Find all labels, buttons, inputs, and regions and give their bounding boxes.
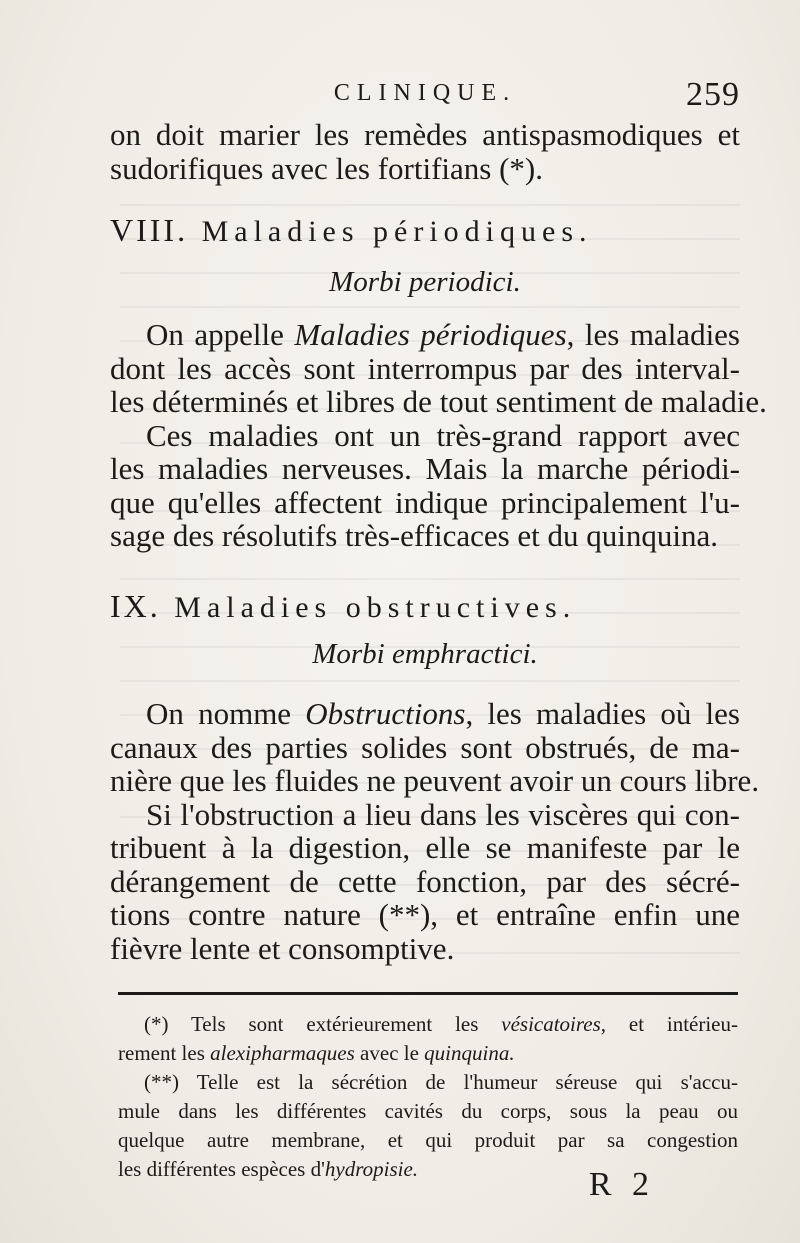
section-heading: [110, 588, 740, 625]
text-line: dérangement de cette fonction, par des sécré-: [110, 863, 740, 899]
paragraph-continuation: [110, 118, 740, 185]
text-line: dont les accès sont interrompus par des interval-: [110, 350, 740, 386]
section-body: [110, 696, 760, 966]
text-line: Ces maladies ont un très-grand rapport avec: [146, 417, 740, 453]
footnotes: [118, 1010, 738, 1184]
text-line: On nomme Obstructions, les maladies où les: [146, 696, 740, 731]
page-header: [110, 76, 740, 120]
text-line: Si l'obstruction a lieu dans les viscères qui con-: [146, 796, 740, 832]
text-line: les maladies nerveuses. Mais la marche périodi-: [110, 451, 740, 486]
section-number: IX.: [110, 588, 161, 624]
section-number: VIII.: [110, 212, 189, 248]
section-latin-title: Morbi emphractici.: [312, 638, 538, 670]
text-line: fièvre lente et consomptive.: [110, 930, 455, 966]
footnote-line: quelque autre membrane, et qui produit par sa congestion: [118, 1128, 738, 1152]
section-latin-title: Morbi periodici.: [329, 266, 521, 298]
running-head: CLINIQUE.: [333, 80, 517, 106]
section-title: Maladies obstructives.: [174, 591, 577, 624]
footnote-line: les différentes espèces d'hydropisie.: [118, 1157, 419, 1181]
emphasis: quinquina.: [424, 1041, 515, 1065]
section-body: [110, 317, 767, 553]
text-line: tribuent à la digestion, elle se manifeste par le: [110, 830, 740, 865]
emphasis: alexipharmaques: [210, 1041, 355, 1065]
text-line: les déterminés et libres de tout sentiment de maladie.: [110, 384, 767, 419]
text-line: sudorifiques avec les fortifians (*).: [110, 150, 544, 186]
section-title: Maladies périodiques.: [201, 215, 593, 248]
page-number: 259: [686, 76, 740, 113]
footnote-line: (**) Telle est la sécrétion de l'humeur séreuse qui s'accu-: [144, 1070, 738, 1094]
emphasis: Maladies périodiques: [294, 317, 567, 352]
text-line: sage des résolutifs très-efficaces et du quinquina.: [110, 518, 719, 553]
text-line: canaux des parties solides sont obstrués, de ma-: [110, 729, 740, 765]
text-line: que qu'elles affectent indique principalement l'u-: [110, 484, 740, 520]
text-line: on doit marier les remèdes antispasmodiques et: [110, 117, 740, 152]
footnote-line: (*) Tels sont extérieurement les vésicatoires, et intérieu-: [144, 1012, 738, 1036]
text-line: tions contre nature (**), et entraîne enfin une: [110, 897, 740, 932]
footnote-divider: [118, 992, 738, 995]
footnote-line: mule dans les différentes cavités du corps, sous la peau ou: [118, 1099, 738, 1123]
signature-mark: R 2: [588, 1166, 655, 1203]
text-line: On appelle Maladies périodiques, les maladies: [146, 317, 741, 352]
section-heading: [110, 212, 740, 249]
text-line: nière que les fluides ne peuvent avoir un cours libre.: [110, 763, 760, 798]
emphasis: hydropisie.: [324, 1157, 419, 1181]
footnote-line: rement les alexipharmaques avec le quinquina.: [118, 1041, 515, 1065]
emphasis: vésicatoires: [501, 1012, 601, 1036]
emphasis: Obstructions: [305, 696, 466, 731]
